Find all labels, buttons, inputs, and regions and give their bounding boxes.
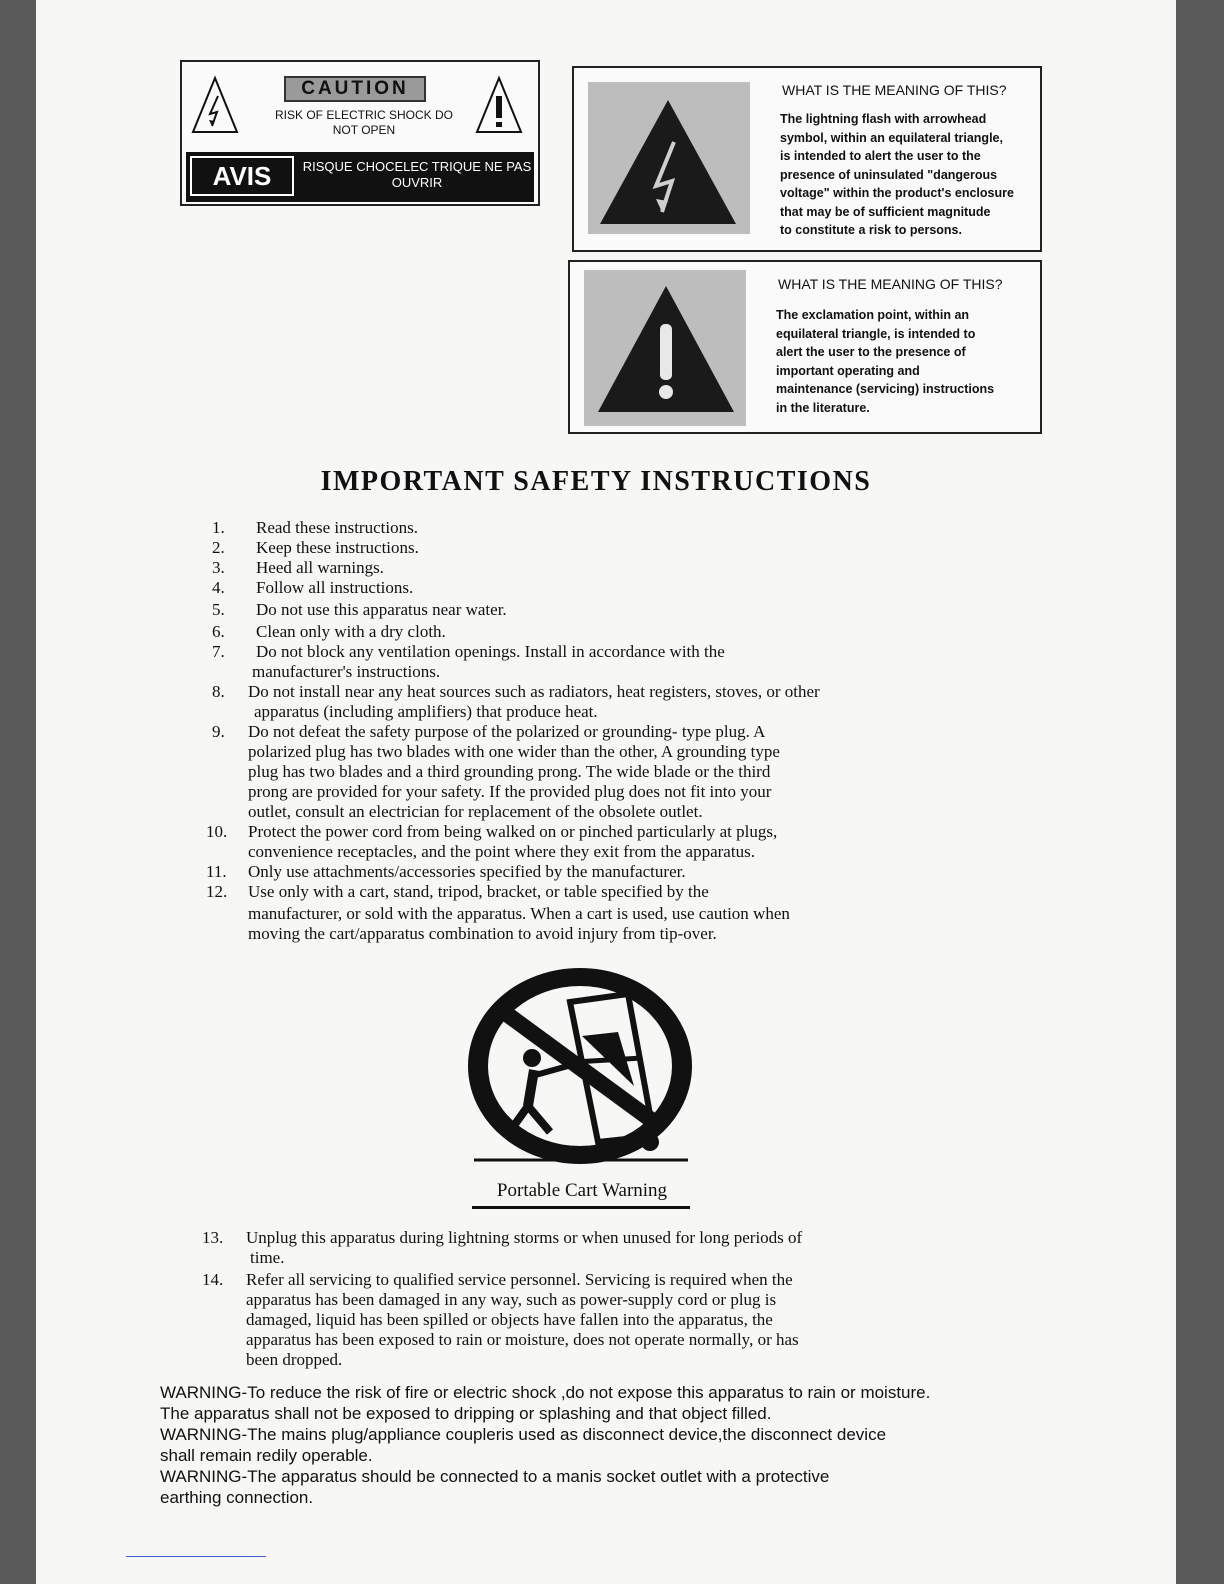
instruction-number: 9.: [212, 722, 225, 741]
avis-bar: [186, 152, 534, 202]
warning-line: The apparatus shall not be exposed to dripping or splashing and that object filled.: [160, 1404, 772, 1423]
exclamation-triangle-icon: [474, 74, 524, 136]
exclamation-body-line: The exclamation point, within an: [776, 308, 970, 322]
warning-line: shall remain redily operable.: [160, 1446, 373, 1465]
lightning-box-body: [780, 110, 1040, 240]
caution-word: CAUTION: [284, 76, 426, 102]
instruction-text: damaged, liquid has been spilled or objects have fallen into the apparatus, the: [246, 1310, 773, 1329]
instruction-number: 4.: [212, 578, 225, 597]
instruction-text: Unplug this apparatus during lightning storms or when unused for long periods of: [246, 1228, 803, 1247]
instruction-list: [206, 518, 972, 958]
instruction-number: 14.: [202, 1270, 224, 1289]
instruction-text: moving the cart/apparatus combination to avoid injury from tip-over.: [248, 924, 717, 943]
instruction-number: 5.: [212, 600, 225, 619]
instruction-text: Read these instructions.: [256, 518, 418, 537]
lightning-triangle-icon: [190, 74, 240, 136]
exclamation-box-title: WHAT IS THE MEANING OF THIS?: [778, 276, 1003, 292]
instruction-text: outlet, consult an electrician for replacement of the obsolete outlet.: [248, 802, 703, 821]
instruction-text: time.: [250, 1248, 285, 1267]
lightning-body-line: symbol, within an equilateral triangle,: [780, 130, 1003, 145]
lightning-box-title: WHAT IS THE MEANING OF THIS?: [782, 82, 1007, 98]
warning-line: WARNING-The apparatus should be connected to a manis socket outlet with a protective: [160, 1467, 830, 1486]
instruction-number: 10.: [206, 822, 228, 841]
instruction-list-continued: [202, 1228, 982, 1378]
lightning-body-line: The lightning flash with arrowhead: [780, 112, 987, 126]
instruction-text: Heed all warnings.: [256, 558, 384, 577]
lightning-body-line: voltage" within the product's enclosure: [780, 186, 1014, 200]
lightning-body-line: that may be of sufficient magnitude: [780, 204, 991, 219]
caution-subtext: RISK OF ELECTRIC SHOCK DO NOT OPEN: [274, 108, 454, 137]
instruction-number: 7.: [212, 642, 225, 661]
lightning-body-line: is intended to alert the user to the: [780, 149, 981, 163]
portable-cart-warning-icon: [458, 966, 708, 1176]
lightning-photo: [588, 82, 750, 234]
instruction-number: 2.: [212, 538, 225, 557]
instruction-text: manufacturer's instructions.: [252, 662, 441, 681]
caution-header: [182, 62, 538, 150]
instruction-text: Do not defeat the safety purpose of the polarized or grounding- type plug. A: [248, 722, 766, 741]
exclamation-body-line: equilateral triangle, is intended to: [776, 326, 976, 341]
exclamation-body-line: maintenance (servicing) instructions: [776, 382, 995, 396]
instruction-text: Follow all instructions.: [256, 578, 414, 597]
lightning-body-line: presence of uninsulated "dangerous: [780, 167, 998, 182]
cart-caption-underline: [472, 1206, 690, 1209]
instruction-text: apparatus has been exposed to rain or moisture, does not operate normally, or has: [246, 1330, 799, 1349]
instruction-text: Protect the power cord from being walked on or pinched particularly at plugs,: [248, 822, 778, 841]
exclamation-warning-icon: [584, 270, 746, 426]
warning-line: WARNING-To reduce the risk of fire or electric shock ,do not expose this apparatus to rain or moisture.: [160, 1383, 931, 1402]
exclamation-body-line: important operating and: [776, 363, 920, 378]
instruction-text: polarized plug has two blades with one wider than the other, A grounding type: [248, 742, 780, 761]
footer-line: [126, 1556, 266, 1557]
instruction-text: Only use attachments/accessories specified by the manufacturer.: [248, 862, 686, 881]
exclamation-body-line: in the literature.: [776, 400, 870, 415]
instruction-text: apparatus has been damaged in any way, such as power-supply cord or plug is: [246, 1290, 777, 1309]
avis-subtext: RISQUE CHOCELEC TRIQUE NE PAS OUVRIR: [302, 159, 532, 190]
instruction-text: been dropped.: [246, 1350, 343, 1369]
instruction-number: 12.: [206, 882, 228, 901]
cart-warning-caption: Portable Cart Warning: [496, 1180, 668, 1201]
warnings-block: [160, 1382, 1020, 1508]
lightning-body-line: to constitute a risk to persons.: [780, 223, 962, 237]
instruction-text: convenience receptacles, and the point where they exit from the apparatus.: [248, 842, 755, 861]
instruction-number: 1.: [212, 518, 225, 537]
lightning-warning-icon: [588, 82, 750, 234]
page-title: IMPORTANT SAFETY INSTRUCTIONS: [320, 466, 872, 497]
instruction-number: 8.: [212, 682, 225, 701]
warning-line: WARNING-The mains plug/appliance coupleris used as disconnect device,the disconnect device: [160, 1425, 887, 1444]
document-page: [36, 0, 1176, 1584]
lightning-meaning-box: [572, 66, 1042, 252]
instruction-text: apparatus (including amplifiers) that produce heat.: [254, 702, 598, 721]
exclamation-meaning-box: [568, 260, 1042, 434]
instruction-text: Use only with a cart, stand, tripod, bracket, or table specified by the: [248, 882, 709, 901]
instruction-number: 11.: [206, 862, 227, 881]
instruction-text: manufacturer, or sold with the apparatus. When a cart is used, use caution when: [248, 904, 790, 923]
instruction-text: Keep these instructions.: [256, 538, 419, 557]
instruction-text: Clean only with a dry cloth.: [256, 622, 446, 641]
instruction-number: 6.: [212, 622, 225, 641]
instruction-text: Do not block any ventilation openings. Install in accordance with the: [256, 642, 725, 661]
exclamation-box-body: [776, 306, 1038, 417]
instruction-number: 3.: [212, 558, 225, 577]
caution-label: [180, 60, 540, 206]
instruction-text: plug has two blades and a third grounding prong. The wide blade or the third: [248, 762, 771, 781]
instruction-number: 13.: [202, 1228, 224, 1247]
instruction-text: Do not install near any heat sources such as radiators, heat registers, stoves, or other: [248, 682, 820, 701]
instruction-text: prong are provided for your safety. If the provided plug does not fit into your: [248, 782, 772, 801]
instruction-text: Do not use this apparatus near water.: [256, 600, 507, 619]
instruction-text: Refer all servicing to qualified service personnel. Servicing is required when the: [246, 1270, 793, 1289]
exclamation-photo: [584, 270, 746, 426]
avis-word: AVIS: [190, 156, 294, 196]
warning-line: earthing connection.: [160, 1488, 314, 1507]
exclamation-body-line: alert the user to the presence of: [776, 345, 966, 359]
